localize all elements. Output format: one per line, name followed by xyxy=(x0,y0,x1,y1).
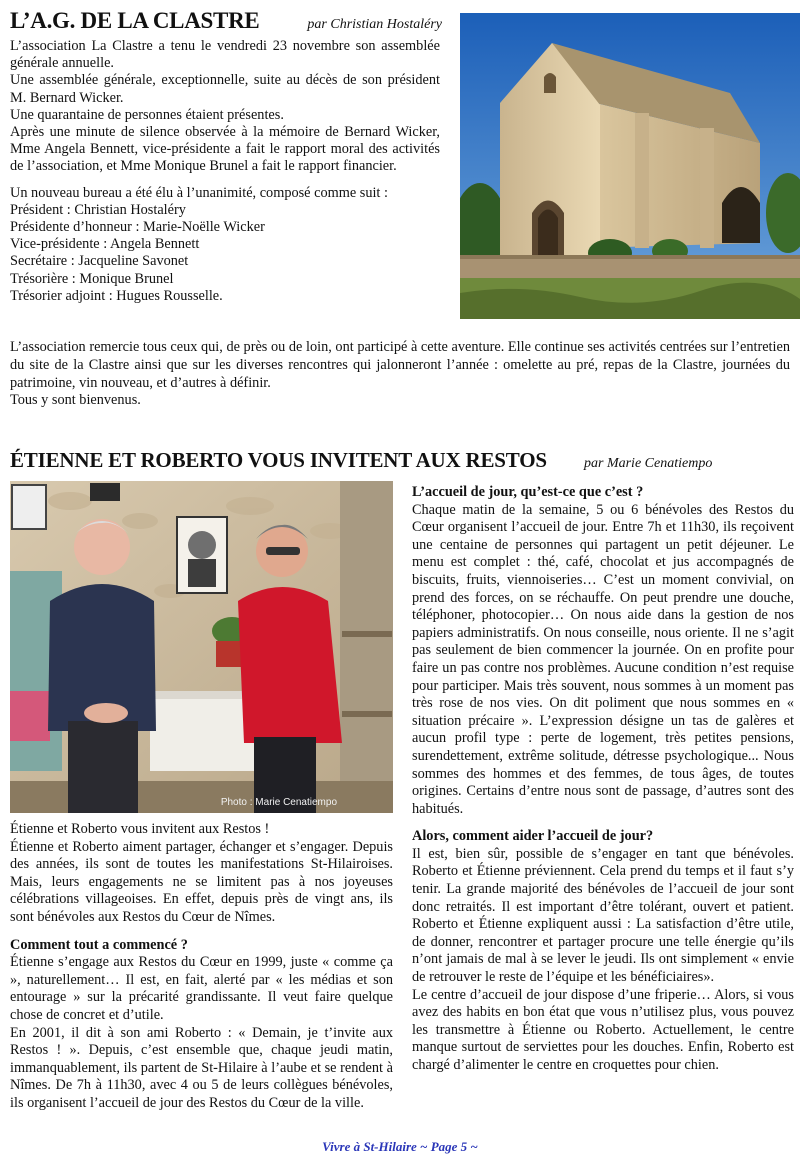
photo-credit: Photo : Marie Cenatiempo xyxy=(220,797,337,808)
bureau-member: Président : Christian Hostaléry xyxy=(10,201,186,218)
chapel-photo xyxy=(460,13,800,319)
article1-closing-paragraph: L’association remercie tous ceux qui, de près ou de loin, ont participé à cette aventure. Elle continue ses activités centrées sur l’entretien du site de la Clastre ainsi que sur les diverses rencontres qui jalonneront l’année : omelette au pré, repas de la Clastre, journées du patrimoine, vin nouveau, et d’autres à définir. xyxy=(10,339,790,391)
article2-paragraph: Le centre d’accueil de jour dispose d’une friperie… Alors, si vous avez des habits en bon état que vous n’utilisez plus, vous pouvez les transmettre à Étienne ou Roberto. Actuellement, le centre manque surtout de serviettes pour les douches. Enfin, Roberto est chargé d’alimenter le centre en croquettes pour chien. xyxy=(412,986,794,1073)
page-footer: Vivre à St-Hilaire ~ Page 5 ~ xyxy=(322,1139,478,1154)
article2-left-column xyxy=(10,821,393,1113)
article2-header xyxy=(10,448,790,478)
article1-paragraph: Une quarantaine de personnes étaient présentes. xyxy=(10,106,284,123)
bureau-member: Secrétaire : Jacqueline Savonet xyxy=(10,253,189,270)
bureau-member: Vice-présidente : Angela Bennett xyxy=(10,236,200,253)
volunteers-photo xyxy=(10,481,393,813)
article2-paragraph: En 2001, il dit à son ami Roberto : « Demain, je t’invite aux Restos ! ». Depuis, c’est ensemble que, chaque jeudi matin, immanquablement, ils partent de St-Hilaire à l’aube et se rendent à Nîmes. De 7h à 11h30, avec 4 ou 5 de leurs collègues bénévoles, ils organisent l’accueil de jour des Restos du Cœur de la ville. xyxy=(10,1024,393,1111)
article1-paragraph: Une assemblée générale, exceptionnelle, suite au décès de son président M. Bernard Wicker. xyxy=(10,72,440,106)
section-heading-commence: Comment tout a commencé ? xyxy=(10,936,188,953)
article1-header xyxy=(10,8,442,38)
article2-title: ÉTIENNE ET ROBERTO VOUS INVITENT AUX RESTOS xyxy=(10,448,547,472)
article1-closing xyxy=(10,339,790,410)
article2-paragraph: Étienne s’engage aux Restos du Cœur en 1999, juste « comme ça », naturellement… Il est, en fait, alerté par « les médias et son entourage » sur la précarité grandissante. Il veut faire quelque chose de concret et d’utile. xyxy=(10,954,393,1023)
article2-paragraph: Étienne et Roberto vous invitent aux Restos ! xyxy=(10,821,270,837)
bureau-member: Trésorier adjoint : Hugues Rousselle. xyxy=(10,287,223,304)
article1-title: L’A.G. DE LA CLASTRE xyxy=(10,8,260,33)
article1-closing-paragraph: Tous y sont bienvenus. xyxy=(10,392,141,409)
section-heading-accueil: L’accueil de jour, qu’est-ce que c’est ? xyxy=(412,484,644,500)
article2-byline: par Marie Cenatiempo xyxy=(584,456,713,471)
article1-body xyxy=(10,38,440,305)
section-heading-aider: Alors, comment aider l’accueil de jour? xyxy=(412,828,654,845)
article2-paragraph: Il est, bien sûr, possible de s’engager en tant que bénévoles. Roberto et Étienne préviennent. Cela prend du temps et il faut s’y tenir. La grande majorité des bénévoles de l’accueil de jour sont donc retraités. Il est important d’être tolérant, ouvert et patient. Roberto et Étienne expliquent aussi : La satisfaction d’être utile, de donner, rencontrer et partager procure une telle énergie qu’ils n’ont jamais de mal à se lever le jeudi. Ils ont simplement « envie de retrouver le reste de l’équipe et les bénéficiaires». xyxy=(412,845,794,986)
article1-paragraph: L’association La Clastre a tenu le vendredi 23 novembre son assemblée générale annuelle. xyxy=(10,38,440,72)
bureau-intro: Un nouveau bureau a été élu à l’unanimité, composé comme suit : xyxy=(10,184,388,201)
article2-right-column xyxy=(412,484,794,1075)
bureau-member: Présidente d’honneur : Marie-Noëlle Wicker xyxy=(10,219,265,236)
article1-paragraph: Après une minute de silence observée à la mémoire de Bernard Wicker, Mme Angela Bennett, vice-présidente a fait le rapport moral des activités de l’association, et Mme Monique Brunel a fait le rapport financier. xyxy=(10,124,440,175)
article1-byline: par Christian Hostaléry xyxy=(307,17,442,32)
article2-paragraph: Chaque matin de la semaine, 5 ou 6 bénévoles des Restos du Cœur organisent l’accueil de jour. Entre 7h et 11h30, ils reçoivent une centaine de personnes qui partagent un petit déjeuner. Le menu est complet : thé, café, chocolat et jus accompagnés de biscuits, fruits, viennoiseries… C’est un moment convivial, on prend des forces, on se réchauffe. On peut prendre une douche, téléphoner, photocopier… On nous aide dans la gestion de nos papiers administratifs. On nous conseille, nous oriente. Il ne s’agit pas seulement de bien commencer la journée. On en profite pour faire un pas contre nos problèmes. Aucune condition n’est requise pour participer. Mais très souvent, nous sommes à un moment pas très rose de nos vies. On dit poliment que nous sommes en « situation précaire ». L’expression désigne un tas de galères et aucun profil type : perte de logement, très petites pensions, surendettement, extrême solitude, détresse psychologique... Nous sommes des hommes et des femmes, de tous âges, de toutes origines. Certains d’entre nous sont de passage, d’autres sont des habitués. xyxy=(412,501,794,817)
article2-paragraph: Étienne et Roberto aiment partager, échanger et s’engager. Depuis des années, ils sont de toutes les manifestations St-Hilairoises. Mais, leurs engagements ne se limitent pas à nos joyeuses célébrations villageoises. En effet, depuis près de vingt ans, ils sont bénévoles aux Restos du Cœur de Nîmes. xyxy=(10,838,393,925)
bureau-member: Trésorière : Monique Brunel xyxy=(10,270,174,287)
